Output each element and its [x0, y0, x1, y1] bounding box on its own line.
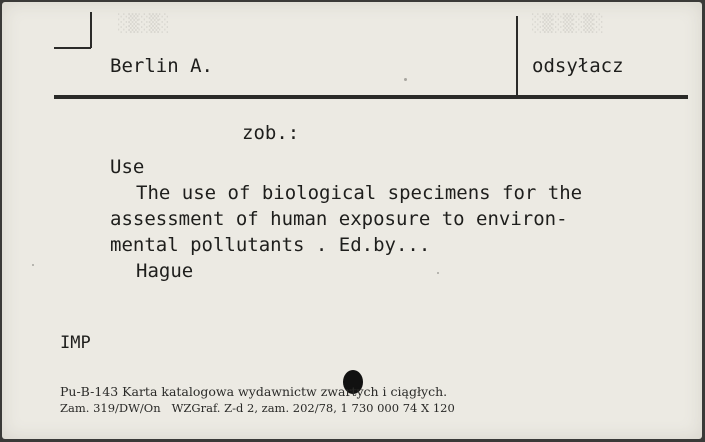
- see-reference: zob.:: [242, 122, 300, 144]
- faint-show-through: ░▒░▒░▒░: [532, 14, 604, 34]
- title-line-1: The use of biological specimens for the: [136, 182, 583, 204]
- card-category: odsyłacz: [532, 55, 624, 77]
- corner-mark-vertical: [90, 12, 92, 48]
- header-rule: [54, 95, 688, 99]
- entry-word: Use: [110, 156, 145, 178]
- paper-speck: [437, 272, 439, 274]
- location-code: IMP: [60, 333, 91, 353]
- footer-form-line: Pu-B-143 Karta katalogowa wydawnictw zwartych i ciągłych.: [60, 384, 448, 399]
- title-line-3: mental pollutants . Ed.by...: [110, 234, 431, 256]
- header-divider-vertical: [516, 16, 518, 96]
- title-line-2: assessment of human exposure to environ-: [110, 208, 568, 230]
- corner-mark-horizontal: [54, 47, 91, 49]
- paper-speck: [404, 78, 407, 81]
- publication-place: Hague: [136, 260, 194, 282]
- catalog-card: [2, 2, 702, 439]
- footer-print-line: Zam. 319/DW/On WZGraf. Z-d 2, zam. 202/78, 1 730 000 74 X 120: [60, 401, 455, 415]
- paper-speck: [32, 264, 34, 266]
- heading-author: Berlin A.: [110, 55, 213, 77]
- faint-show-through: ░▒░▒░: [118, 14, 170, 34]
